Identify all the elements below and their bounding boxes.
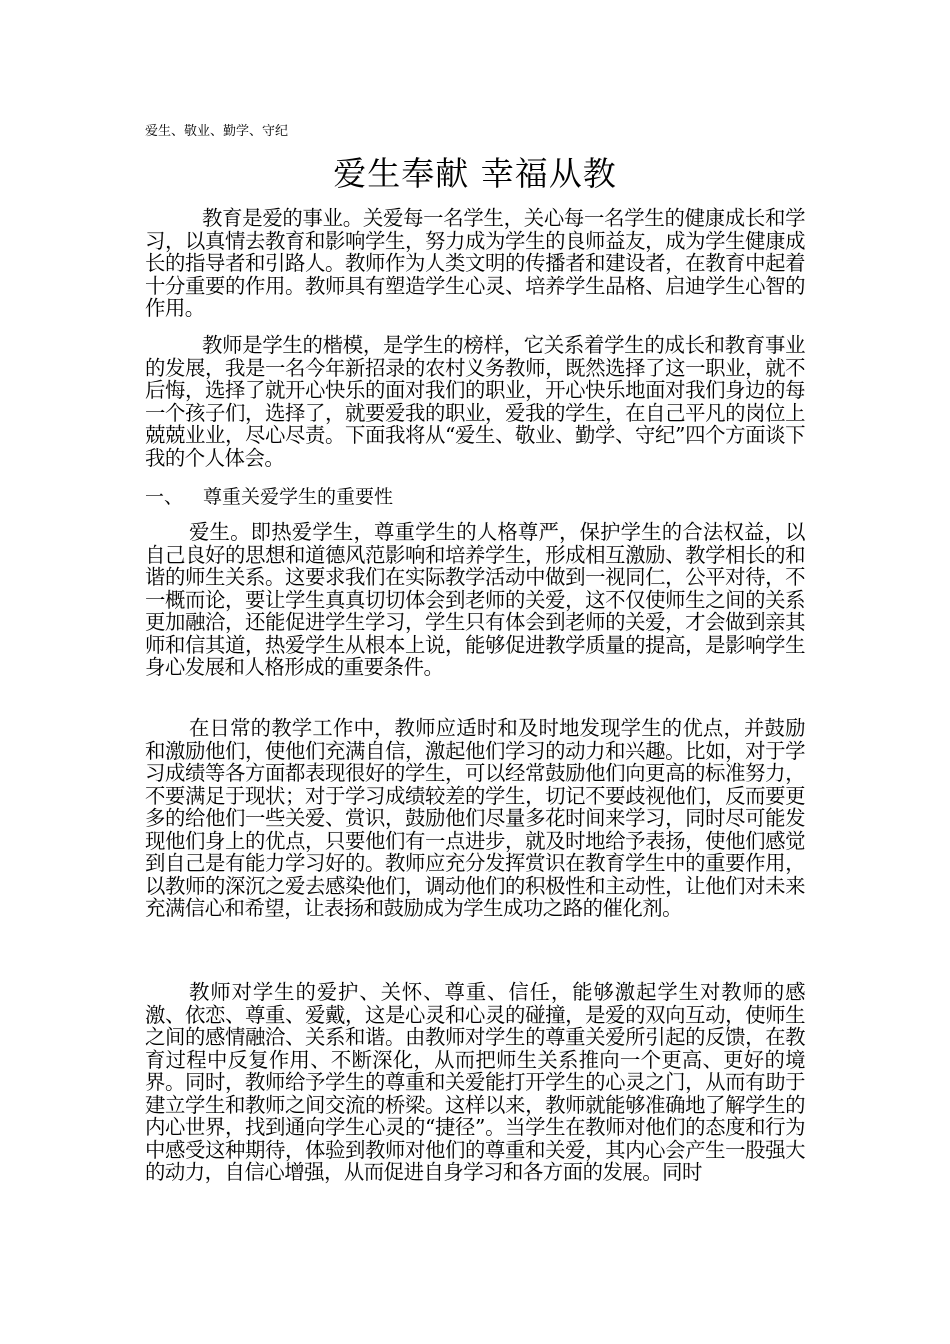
section-heading <box>145 485 393 509</box>
keywords-line: 爱生、敬业、勤学、守纪 <box>145 124 289 139</box>
section-paragraph-3: 教师对学生的爱护、关怀、尊重、信任，能够激起学生对教师的感激、依恋、尊重、爱戴，这是心灵和心灵的碰撞，是爱的双向互动，使师生之间的感情融洽、关系和谐。由教师对学生的尊重关爱所引起的反馈，在教育过程中反复作用、不断深化，从而把师生关系推向一个更高、更好的境界。同时，教师给予学生的尊重和关爱能打开学生的心灵之门，从而有助于建立学生和教师之间交流的桥梁。这样以来，教师就能够准确地了解学生的内心世界，找到通向学生心灵的“捷径”。当学生在教师对他们的态度和行为中感受这种期待，体验到教师对他们的尊重和关爱，其内心会产生一股强大的动力，自信心增强，从而促进自身学习和各方面的发展。同时 <box>145 980 805 1184</box>
section-paragraph-1: 爱生。即热爱学生，尊重学生的人格尊严，保护学生的合法权益，以自己良好的思想和道德风范影响和培养学生，形成相互激励、教学相长的和谐的师生关系。这要求我们在实际教学活动中做到一视同仁，公平对待，不一概而论，要让学生真真切切体会到老师的关爱，这不仅使师生之间的关系更加融洽，还能促进学生学习，学生只有体会到老师的关爱，才会做到亲其师和信其道，热爱学生从根本上说，能够促进教学质量的提高，是影响学生身心发展和人格形成的重要条件。 <box>145 520 805 679</box>
intro-paragraph-2: 教师是学生的楷模，是学生的榜样，它关系着学生的成长和教育事业的发展，我是一名今年新招录的农村义务教师，既然选择了这一职业，就不后悔，选择了就开心快乐的面对我们的职业，开心快乐地面对我们身边的每一个孩子们，选择了，就要爱我的职业，爱我的学生，在自己平凡的岗位上兢兢业业，尽心尽责。下面我将从“爱生、敬业、勤学、守纪”四个方面谈下我的个人体会。 <box>145 333 805 470</box>
intro-paragraph-1: 教育是爱的事业。关爱每一名学生，关心每一名学生的健康成长和学习，以真情去教育和影响学生，努力成为学生的良师益友，成为学生健康成长的指导者和引路人。教师作为人类文明的传播者和建设者，在教育中起着十分重要的作用。教师具有塑造学生心灵、培养学生品格、启迪学生心智的作用。 <box>145 206 805 320</box>
section-heading-text: 尊重关爱学生的重要性 <box>203 486 394 508</box>
section-paragraph-2: 在日常的教学工作中，教师应适时和及时地发现学生的优点，并鼓励和激励他们，使他们充满自信，激起他们学习的动力和兴趣。比如，对于学习成绩等各方面都表现很好的学生，可以经常鼓励他们向更高的标准努力，不要满足于现状；对于学习成绩较差的学生，切记不要歧视他们，反而要更多的给他们一些关爱、赏识，鼓励他们尽量多花时间来学习，同时尽可能发现他们身上的优点，只要他们有一点进步，就及时地给予表扬，使他们感觉到自己是有能力学习好的。教师应充分发挥赏识在教育学生中的重要作用，以教师的深沉之爱去感染他们，调动他们的积极性和主动性，让他们对未来充满信心和希望，让表扬和鼓励成为学生成功之路的催化剂。 <box>145 716 805 920</box>
page-title: 爱生奉献 幸福从教 <box>333 154 617 193</box>
section-number: 一、 <box>145 486 184 508</box>
